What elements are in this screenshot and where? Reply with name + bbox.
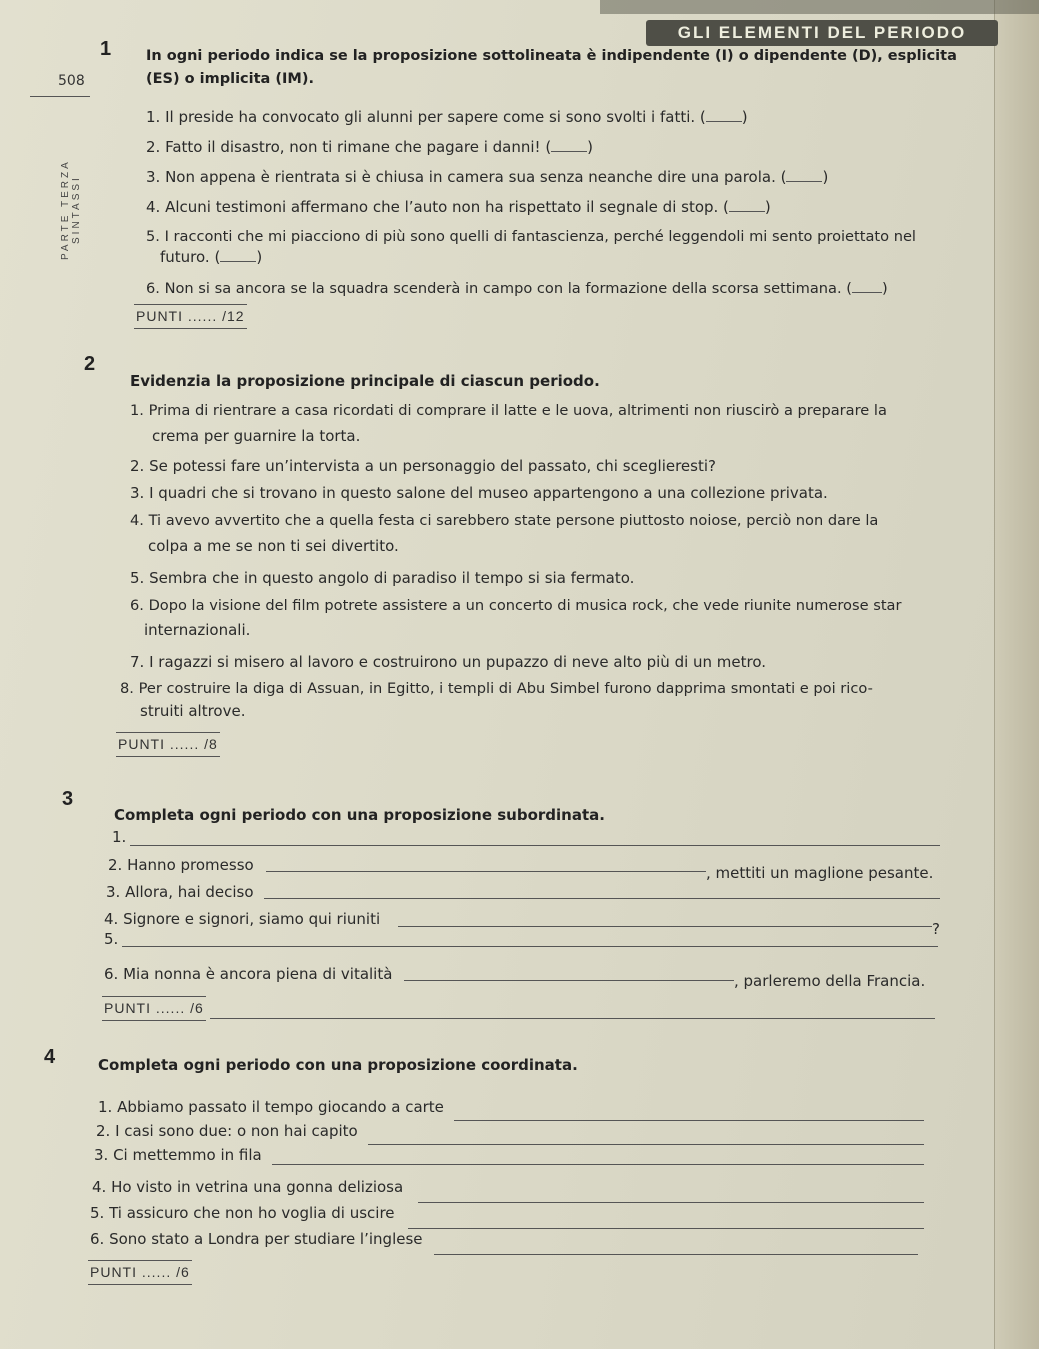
exercise-title: Evidenzia la proposizione principale di ciascun periodo. <box>130 372 600 390</box>
list-item-end: ? <box>932 920 940 938</box>
list-item: 7. I ragazzi si misero al lavoro e costruirono un pupazzo di neve alto più di un metro. <box>130 653 767 671</box>
list-item: 2. Fatto il disastro, non ti rimane che pagare i danni! ( ) <box>146 138 594 156</box>
list-item: 1. Abbiamo passato il tempo giocando a carte <box>98 1098 444 1116</box>
answer-line[interactable] <box>418 1202 924 1203</box>
answer-line[interactable] <box>272 1164 924 1165</box>
exercise-title: Completa ogni periodo con una proposizione coordinata. <box>98 1056 578 1074</box>
list-item: 6. Sono stato a Londra per studiare l’inglese <box>90 1230 423 1248</box>
list-item: 3. Non appena è rientrata si è chiusa in camera sua senza neanche dire una parola. ( ) <box>146 168 829 186</box>
page-number: 508 <box>58 73 85 89</box>
score-box: PUNTI ...... /6 <box>88 1260 192 1285</box>
list-item-cont: futuro. ( ) <box>160 248 263 266</box>
answer-line[interactable] <box>264 898 940 899</box>
list-item: 4. Ti avevo avvertito che a quella festa ci sarebbero state persone piuttosto noiose, perciò non dare la <box>130 512 879 529</box>
list-item-number: 1. <box>112 828 127 846</box>
header-band <box>600 0 1039 14</box>
list-item: 3. I quadri che si trovano in questo salone del museo appartengono a una collezione privata. <box>130 484 828 502</box>
section-header: GLI ELEMENTI DEL PERIODO <box>646 20 998 46</box>
exercise-number: 2 <box>84 353 96 375</box>
list-item: 2. I casi sono due: o non hai capito <box>96 1122 358 1140</box>
list-item-number: 5. <box>104 930 119 948</box>
answer-line[interactable] <box>368 1144 924 1145</box>
score-box: PUNTI ...... /6 <box>102 996 206 1021</box>
list-item-cont: crema per guarnire la torta. <box>152 427 361 445</box>
list-item-start: 6. Mia nonna è ancora piena di vitalità <box>104 965 393 983</box>
list-item: 2. Se potessi fare un’intervista a un personaggio del passato, chi sceglieresti? <box>130 457 716 475</box>
list-item: 5. I racconti che mi piacciono di più sono quelli di fantascienza, perché leggendoli mi sento proiettato nel <box>146 228 916 245</box>
list-item-start: 2. Hanno promesso <box>108 856 254 874</box>
list-item: 5. Sembra che in questo angolo di paradiso il tempo si sia fermato. <box>130 569 635 587</box>
list-item-start: 4. Signore e signori, siamo qui riuniti <box>104 910 381 928</box>
score-box: PUNTI ...... /12 <box>134 304 247 329</box>
side-label: PARTE TERZA SINTASSI <box>60 159 82 261</box>
score-box: PUNTI ...... /8 <box>116 732 220 757</box>
answer-line[interactable] <box>454 1120 924 1121</box>
exercise-title: Completa ogni periodo con una proposizione subordinata. <box>114 806 605 824</box>
list-item-start: 3. Allora, hai deciso <box>106 883 254 901</box>
exercise-number: 3 <box>62 788 74 810</box>
list-item-end: , mettiti un maglione pesante. <box>706 864 934 882</box>
list-item: 8. Per costruire la diga di Assuan, in Egitto, i templi di Abu Simbel furono dapprima smontati e poi rico- <box>120 680 873 697</box>
facing-page-edge <box>994 0 1039 1349</box>
page-rule <box>30 96 90 97</box>
exercise-title-cont: (ES) o implicita (IM). <box>146 71 314 87</box>
list-item: 1. Prima di rientrare a casa ricordati di comprare il latte e le uova, altrimenti non riuscirò a preparare la <box>130 402 887 419</box>
answer-line[interactable] <box>266 871 706 872</box>
answer-line[interactable] <box>408 1228 924 1229</box>
exercise-title: In ogni periodo indica se la proposizione sottolineata è indipendente (I) o dipendente (D), esplicita <box>146 48 957 64</box>
exercise-number: 1 <box>100 38 112 60</box>
list-item-cont: colpa a me se non ti sei divertito. <box>148 537 399 555</box>
list-item: 4. Alcuni testimoni affermano che l’auto non ha rispettato il segnale di stop. ( ) <box>146 198 771 216</box>
list-item: 5. Ti assicuro che non ho voglia di uscire <box>90 1204 395 1222</box>
list-item: 6. Dopo la visione del film potrete assistere a un concerto di musica rock, che vede riunite numerose star <box>130 597 902 614</box>
list-item: 1. Il preside ha convocato gli alunni per sapere come si sono svolti i fatti. ( ) <box>146 108 748 126</box>
list-item-cont: internazionali. <box>144 621 251 639</box>
answer-line[interactable] <box>210 1018 935 1019</box>
list-item: 6. Non si sa ancora se la squadra scenderà in campo con la formazione della scorsa settimana. ( ) <box>146 280 888 297</box>
answer-line[interactable] <box>434 1254 918 1255</box>
answer-line[interactable] <box>398 926 932 927</box>
list-item-end: , parleremo della Francia. <box>734 972 926 990</box>
answer-line[interactable] <box>122 946 938 947</box>
list-item: 3. Ci mettemmo in fila <box>94 1146 262 1164</box>
answer-line[interactable] <box>404 980 734 981</box>
list-item-cont: struiti altrove. <box>140 702 246 720</box>
answer-line[interactable] <box>130 845 940 846</box>
exercise-number: 4 <box>44 1046 56 1068</box>
list-item: 4. Ho visto in vetrina una gonna deliziosa <box>92 1178 404 1196</box>
